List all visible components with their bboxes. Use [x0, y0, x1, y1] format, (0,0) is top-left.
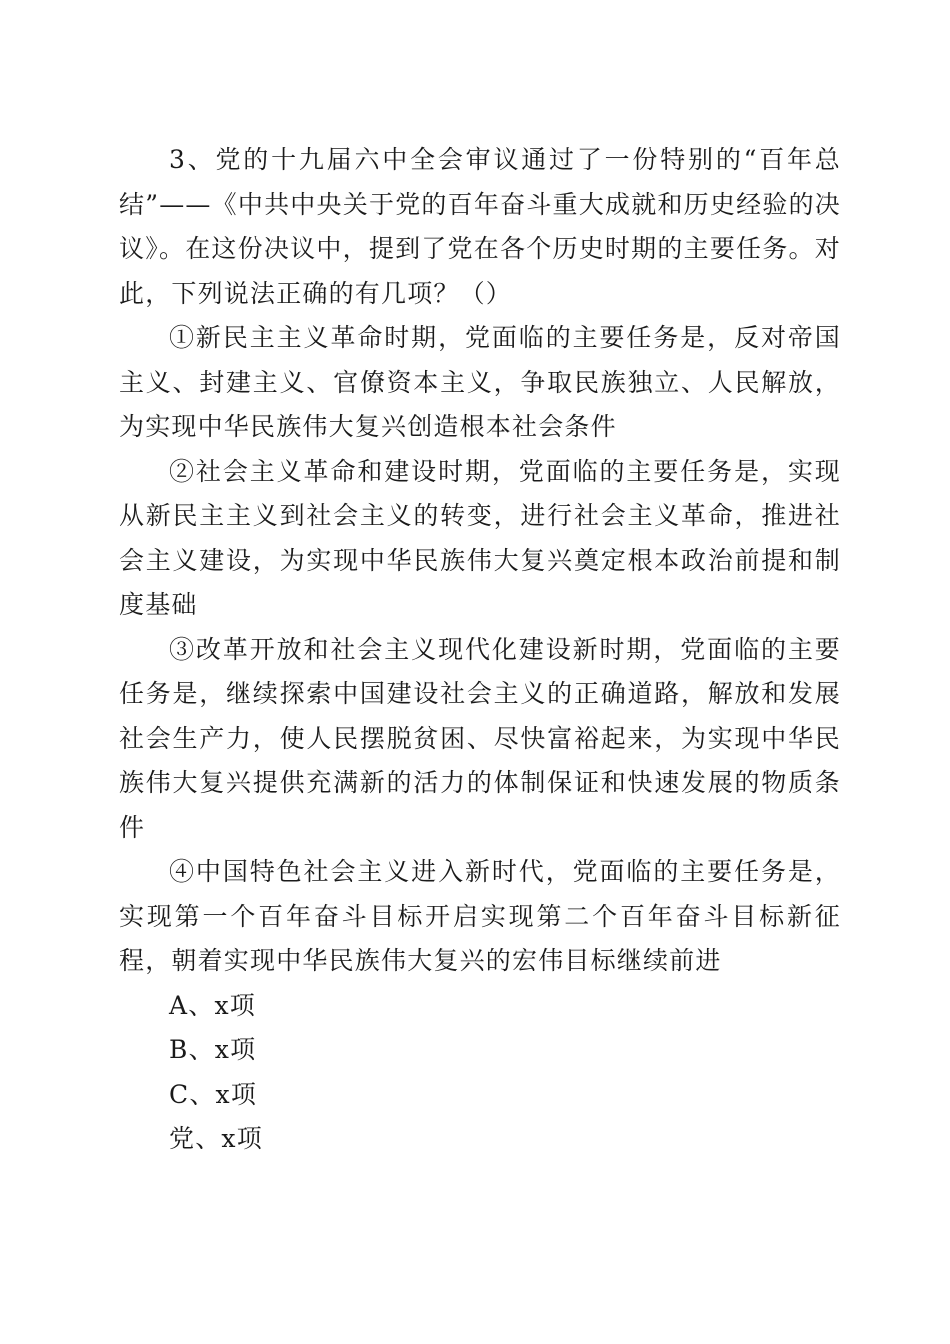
option-a: A、x项 [169, 990, 256, 1020]
statement-4: ④中国特色社会主义进入新时代，党面临的主要任务是，实现第一个百年奋斗目标开启实现第二个百年奋斗目标新征程，朝着实现中华民族伟大复兴的宏伟目标继续前进 [119, 857, 841, 975]
question-stem: 3、党的十九届六中全会审议通过了一份特别的“百年总结”——《中共中央关于党的百年奋斗重大成就和历史经验的决议》。在这份决议中，提到了党在各个历史时期的主要任务。对此，下列说法正确的有几项？（） [119, 145, 841, 308]
option-d: 党、x项 [169, 1124, 263, 1153]
document-page [119, 138, 841, 1162]
statement-1: ①新民主主义革命时期，党面临的主要任务是，反对帝国主义、封建主义、官僚资本主义，争取民族独立、人民解放，为实现中华民族伟大复兴创造根本社会条件 [119, 323, 841, 441]
statement-2: ②社会主义革命和建设时期，党面临的主要任务是，实现从新民主主义到社会主义的转变，进行社会主义革命，推进社会主义建设，为实现中华民族伟大复兴奠定根本政治前提和制度基础 [119, 456, 841, 619]
statement-3: ③改革开放和社会主义现代化建设新时期，党面临的主要任务是，继续探索中国建设社会主义的正确道路，解放和发展社会生产力，使人民摆脱贫困、尽快富裕起来，为实现中华民族伟大复兴提供充满新的活力的体制保证和快速发展的物质条件 [119, 634, 841, 842]
option-c: C、x项 [169, 1079, 258, 1109]
option-b: B、x项 [169, 1035, 257, 1064]
